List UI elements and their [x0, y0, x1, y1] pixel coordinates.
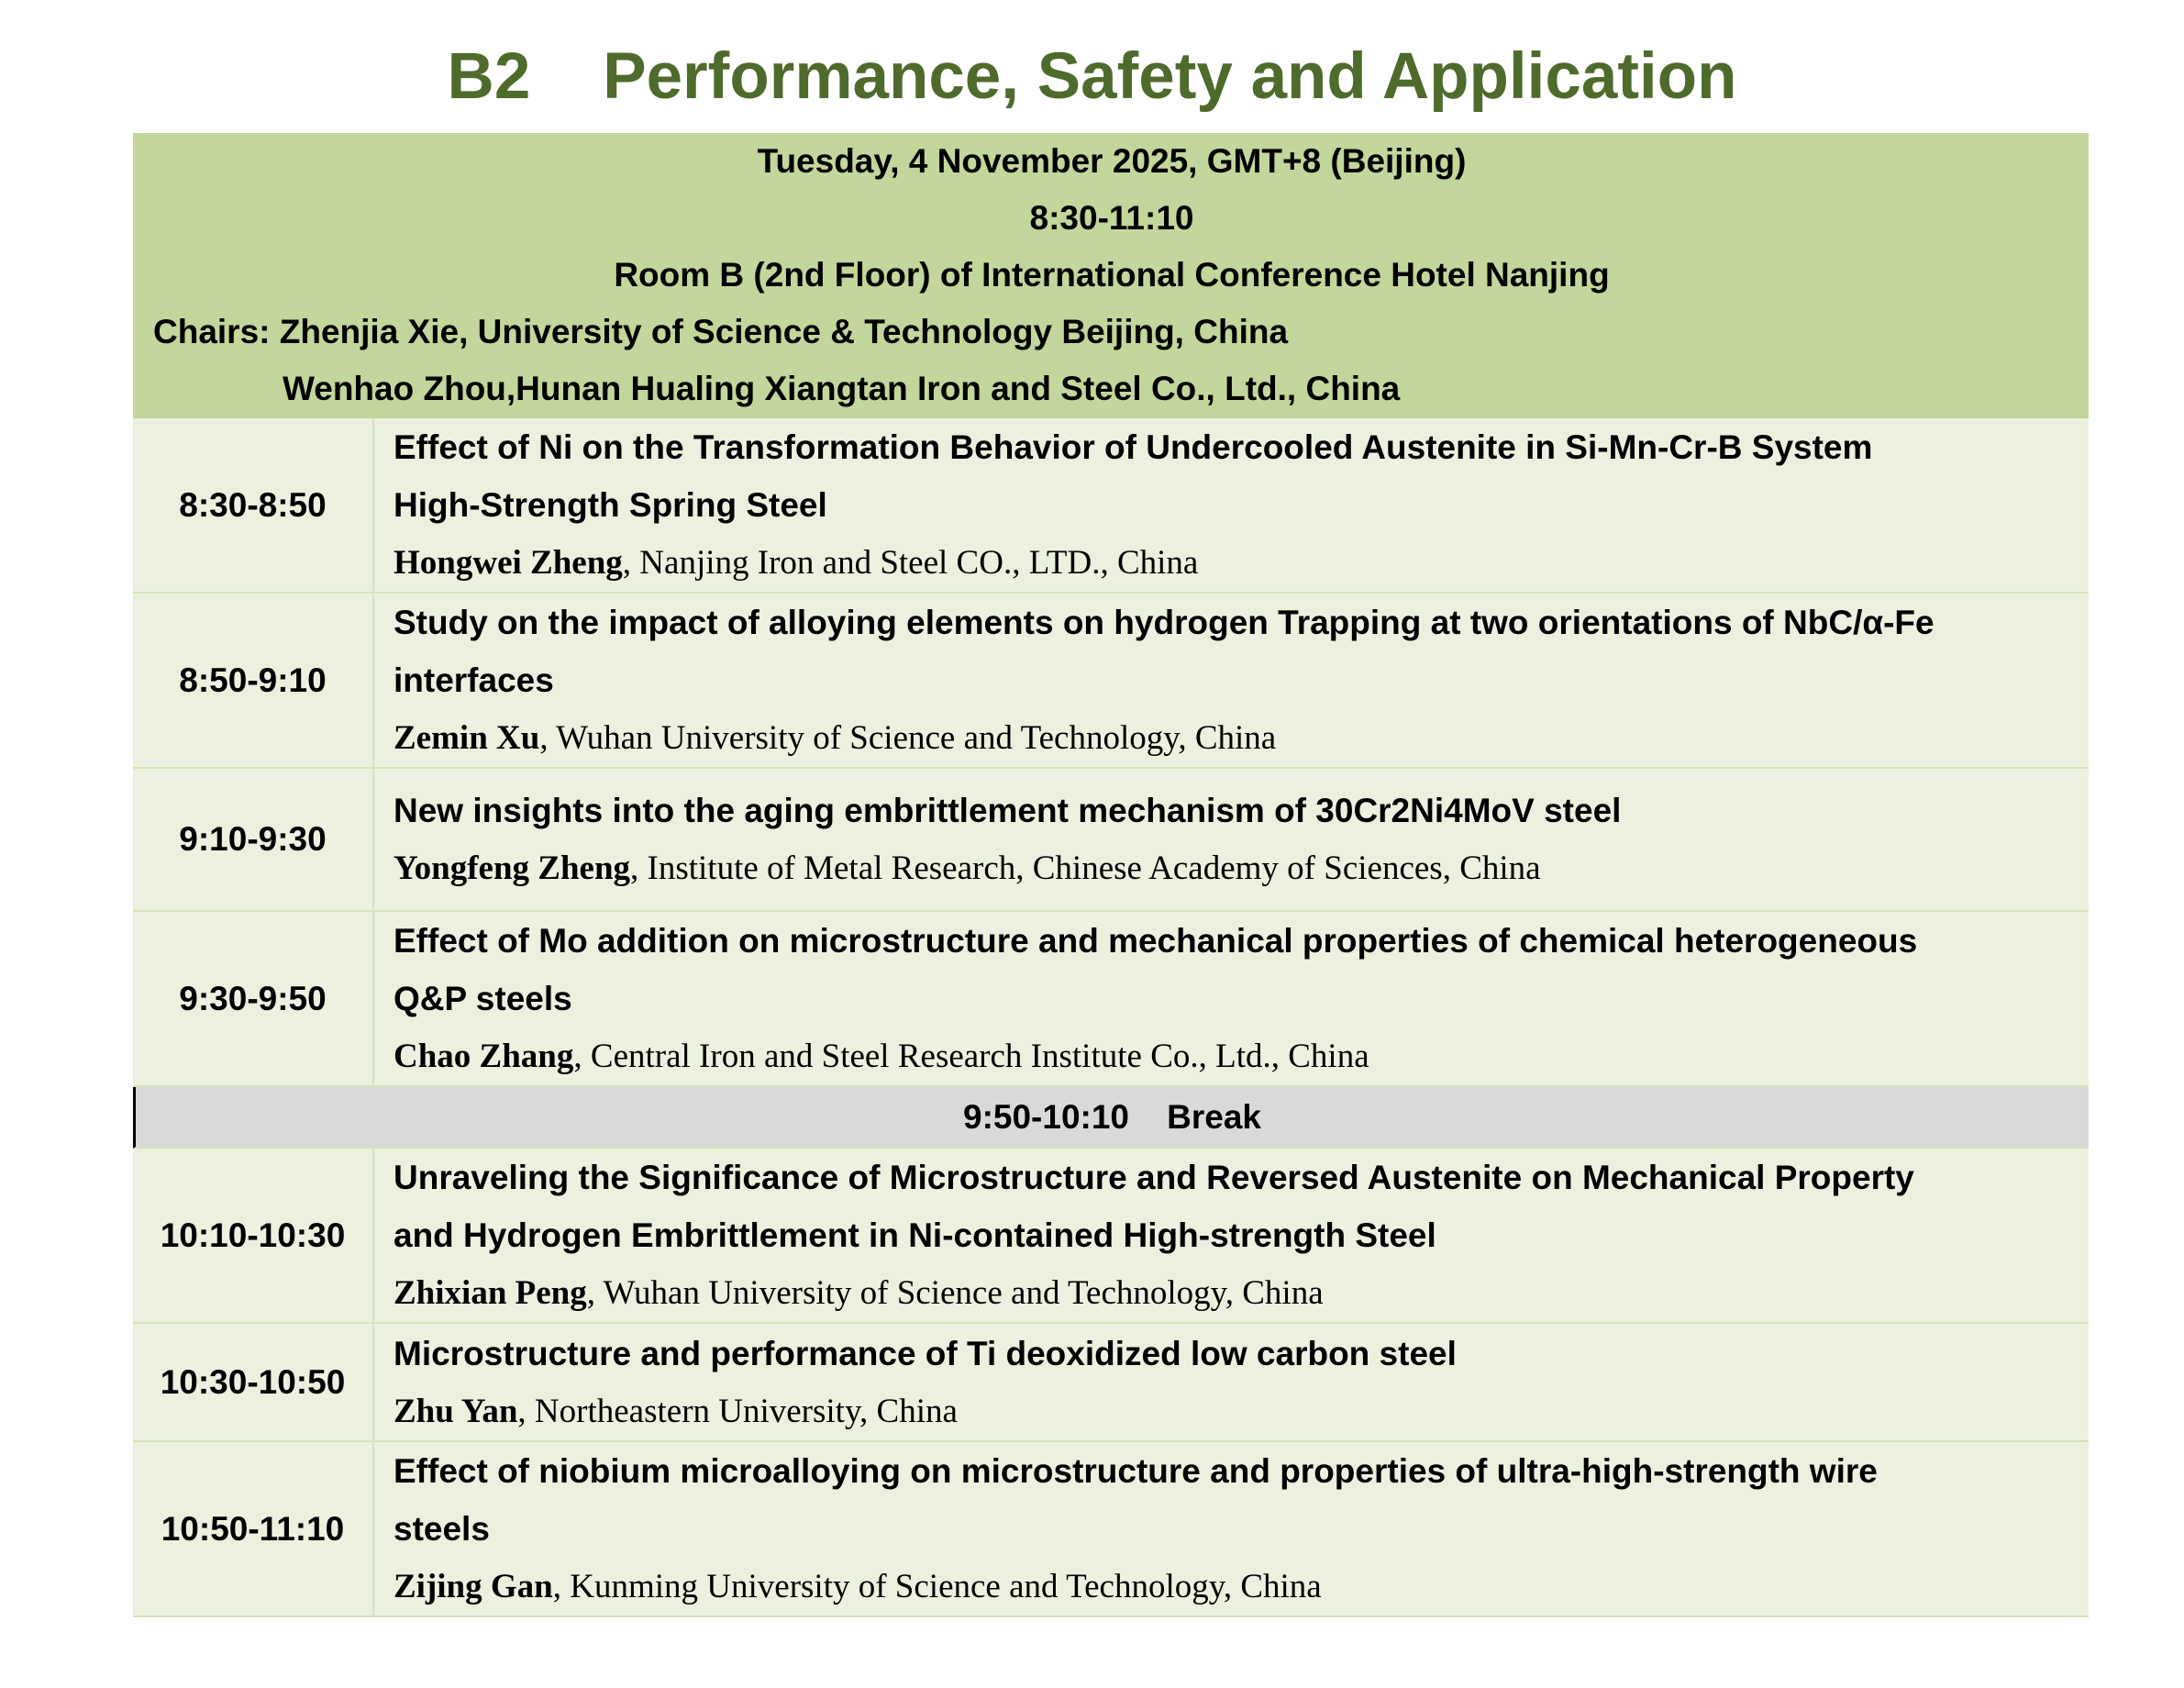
speaker-affiliation: , Northeastern University, China	[517, 1392, 958, 1430]
talk-content	[374, 418, 2089, 592]
talk-author	[394, 534, 2072, 592]
talk-time: 8:30-8:50	[133, 418, 374, 592]
talk-row	[133, 594, 2089, 769]
break-row: 9:50-10:10 Break	[133, 1087, 2089, 1149]
talk-title-line: Effect of Mo addition on microstructure and mechanical properties of chemical heterogeneous	[394, 922, 1918, 960]
schedule-table	[133, 133, 2089, 1617]
session-chair-2: Wenhao Zhou,Hunan Hualing Xiangtan Iron and Steel Co., Ltd., China	[283, 370, 1401, 407]
session-room: Room B (2nd Floor) of International Conference Hotel Nanjing	[614, 256, 1610, 294]
talk-author	[394, 1264, 2072, 1322]
talk-time: 8:50-9:10	[133, 594, 374, 767]
talk-title-line: interfaces	[394, 661, 554, 699]
talk-author	[394, 1383, 2072, 1440]
talk-title-line: and Hydrogen Embrittlement in Ni-contained High-strength Steel	[394, 1216, 1436, 1254]
talk-title-line: Unraveling the Significance of Microstructure and Reversed Austenite on Mechanical Property	[394, 1159, 1914, 1196]
talk-title-line: Microstructure and performance of Ti deoxidized low carbon steel	[394, 1334, 1457, 1372]
speaker-affiliation: , Institute of Metal Research, Chinese Academy of Sciences, China	[630, 850, 1541, 887]
talk-title-line: Study on the impact of alloying elements on hydrogen Trapping at two orientations of NbC/α-Fe	[394, 604, 1935, 641]
talk-content	[374, 1149, 2089, 1322]
talk-content	[374, 769, 2089, 910]
talk-title-line: New insights into the aging embrittlement mechanism of 30Cr2Ni4MoV steel	[394, 792, 1622, 829]
talk-time: 9:10-9:30	[133, 769, 374, 910]
talk-content	[374, 1442, 2089, 1616]
session-chair-1: Chairs: Zhenjia Xie, University of Science & Technology Beijing, China	[153, 313, 1289, 350]
talk-row	[133, 912, 2089, 1087]
talk-content	[374, 594, 2089, 767]
talk-time: 10:10-10:30	[133, 1149, 374, 1322]
speaker-name: Zijing Gan	[394, 1568, 553, 1605]
talk-title-line: High-Strength Spring Steel	[394, 486, 827, 524]
talk-author	[394, 839, 2072, 897]
speaker-name: Zhixian Peng	[394, 1274, 587, 1312]
talk-time: 10:30-10:50	[133, 1324, 374, 1440]
speaker-name: Hongwei Zheng	[394, 544, 623, 582]
talk-row	[133, 1149, 2089, 1324]
speaker-name: Zemin Xu	[394, 719, 540, 757]
speaker-affiliation: , Kunming University of Science and Technology, China	[552, 1568, 1322, 1605]
talk-content	[374, 1324, 2089, 1440]
talk-row	[133, 418, 2089, 594]
talk-row	[133, 1324, 2089, 1442]
session-date: Tuesday, 4 November 2025, GMT+8 (Beijing)	[757, 142, 1467, 180]
talk-time: 10:50-11:10	[133, 1442, 374, 1616]
talk-author	[394, 1027, 2072, 1085]
talk-time: 9:30-9:50	[133, 912, 374, 1085]
speaker-name: Chao Zhang	[394, 1038, 574, 1075]
speaker-affiliation: , Wuhan University of Science and Technology, China	[539, 719, 1277, 757]
speaker-affiliation: , Nanjing Iron and Steel CO., LTD., China	[622, 544, 1199, 582]
speaker-name: Zhu Yan	[394, 1392, 518, 1430]
talk-title-line: Effect of niobium microalloying on microstructure and properties of ultra-high-strength wire	[394, 1452, 1878, 1490]
page-title: B2 Performance, Safety and Application	[447, 40, 1737, 113]
speaker-affiliation: , Central Iron and Steel Research Institute Co., Ltd., China	[573, 1038, 1369, 1075]
talk-title-line: steels	[394, 1510, 490, 1548]
talk-content	[374, 912, 2089, 1085]
speaker-affiliation: , Wuhan University of Science and Technology, China	[586, 1274, 1324, 1312]
talk-row	[133, 769, 2089, 912]
talk-row	[133, 1442, 2089, 1617]
talk-title-line: Q&P steels	[394, 980, 572, 1017]
talk-author	[394, 709, 2072, 767]
session-header	[133, 133, 2089, 418]
session-time: 8:30-11:10	[1029, 199, 1194, 237]
talk-title-line: Effect of Ni on the Transformation Behavior of Undercooled Austenite in Si-Mn-Cr-B System	[394, 428, 1873, 466]
speaker-name: Yongfeng Zheng	[394, 850, 631, 887]
talk-author	[394, 1558, 2072, 1616]
